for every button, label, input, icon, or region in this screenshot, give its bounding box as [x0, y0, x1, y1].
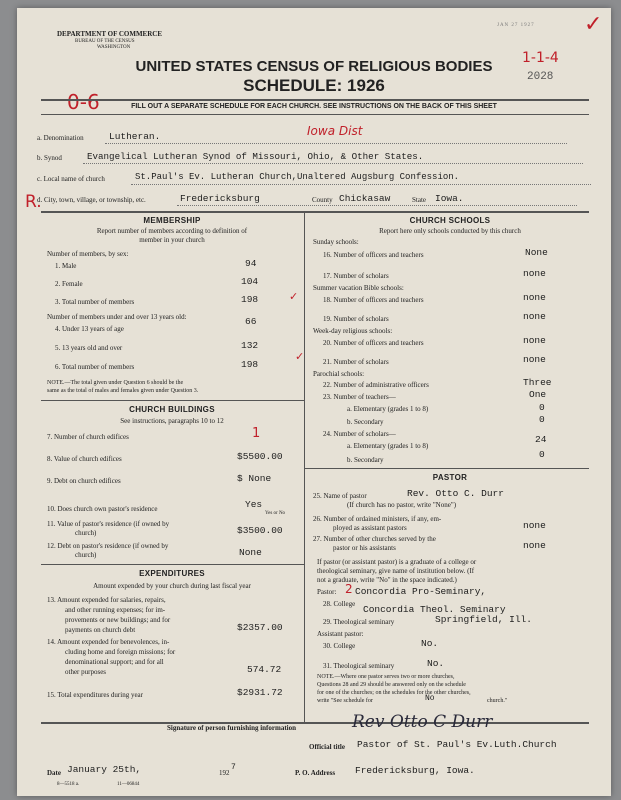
- official-title-label: Official title: [309, 743, 345, 751]
- v26: none: [523, 520, 546, 531]
- v20: none: [523, 335, 546, 346]
- county-label: County: [312, 196, 333, 204]
- date-value: January 25th,: [67, 764, 142, 775]
- synod-value: Evangelical Lutheran Synod of Missouri, Ohio, & Other States.: [87, 151, 424, 162]
- v1-male: 94: [245, 258, 257, 269]
- membership-title: MEMBERSHIP: [143, 216, 201, 225]
- v12-residence-debt: None: [239, 547, 262, 558]
- v27: none: [523, 540, 546, 551]
- v16: None: [525, 247, 548, 258]
- v18: none: [523, 292, 546, 303]
- department-label: DEPARTMENT OF COMMERCE: [57, 30, 163, 38]
- handwritten-annotation: 0-6: [67, 90, 100, 114]
- v7-edifices: 1: [252, 426, 261, 441]
- v23: One: [529, 389, 547, 400]
- state-label: State: [412, 196, 426, 204]
- bureau-label: BUREAU OF THE CENSUS: [75, 39, 135, 44]
- synod-label: b. Synod: [37, 154, 62, 162]
- check-mark-small: ✓: [295, 350, 305, 363]
- district-note: Iowa Dist: [307, 124, 363, 138]
- po-address-value: Fredericksburg, Iowa.: [355, 765, 475, 776]
- expenditures-title: EXPENDITURES: [139, 569, 205, 578]
- q4-under13: 4. Under 13 years of age: [55, 325, 124, 333]
- v25-pastor-name: Rev. Otto C. Durr: [407, 488, 504, 499]
- v19: none: [523, 311, 546, 322]
- q2-female: 2. Female: [55, 280, 83, 288]
- v29-seminary-name: Concordia Theol. Seminary: [363, 604, 506, 615]
- v9-debt: $ None: [237, 473, 272, 484]
- schedule-title: SCHEDULE: 1926: [243, 76, 385, 95]
- q1-male: 1. Male: [55, 262, 77, 270]
- v14-benevolences: 574.72: [247, 664, 282, 675]
- received-stamp: JAN 27 1927: [497, 23, 535, 28]
- v6-total: 198: [241, 359, 259, 370]
- v24a: 24: [535, 434, 547, 445]
- census-schedule-sheet: DEPARTMENT OF COMMERCE BUREAU OF THE CENSUS WASHINGTON UNITED STATES CENSUS OF RELIGIOUS BODIES SCHEDULE: 1926 JAN 27 1927 ✓ 1-1-4 2028 0-6 R. FILL OUT A SEPARATE SCHEDULE FOR EACH CHURCH. SEE INSTRUCTIONS ON THE BACK OF THIS SHEET a. Denomination Lutheran. Iowa Dist b. Synod Evangelical Lutheran Synod of Missouri, Ohio, & Other States. c. Local name of church St.Paul's Ev. Lutheran Church,Unaltered Augsburg Confession. d. City, town, village, or township, etc. Fredericksburg County Chickasaw State Iowa. MEMBERSHIP Report number of members according to definition of member in your church Number of members, by sex: 1. Male 94 2. Female 104 3. Total number of members 198 ✓ Number of members under and over 13 years old: 4. Under 13 years of age 66 5. 13 years old and over 132 6. Total number of members 198 ✓ NOTE.—The total given under Question 6 should be the same as the total of males and females given under Question 3. CHURCH BUILDINGS See instructions, paragraphs 10 to 12 7. Number of church edifices 1 8. Value of church edifices $5500.00 9. Debt on church edifices $ None 10. Does church own pastor's residence Yes Yes or No 11. Value of pastor's residence (if owned by church) $3500.00 12. Debt on pastor's residence (if owned by church) None EXPENDITURES Amount expended by your church during last fiscal year 13. Amount expended for salaries, repairs, and other running expenses; for im- provements or new buildings; and for payments on church debt $2357.00 14. Amount expended for benevolences, in- cluding home and foreign missions; for denominational support; and for all other purposes 574.72 15. Total expenditures during year $2931.72 CHURCH SCHOOLS Report here only schools conducted by this church Sunday schools: 16. Number of officers and teachers None 17. Number of scholars none Summer vacation Bible schools: 18. Number of officers and teachers none 19. Number of scholars none Week-day religious schools: 20. Number of officers and teachers none 21. Number of scholars none Parochial schools: 22. Number of administrative officers Three 23. Number of teachers— One a. Elementary (grades 1 to 8) 0 b. Secondary 0 24. Number of scholars— a. Elementary (grades 1 to 8) 24 b. Secondary 0 PASTOR 25. Name of pastor Rev. Otto C. Durr (If church has no pastor, write "None") 26. Number of ordained ministers, if any, em- ployed as assistant pastors none 27. Number of other churches served by the pastor or his assistants none If pastor (or assistant pastor) is a graduate of a college or theological seminary, give name of institution below. (If not a graduate, write "No" in the space indicated.) Pastor: 2 Concordia Pro-Seminary, 28. College Concordia Theol. Seminary 29. Theological seminary Springfield, Ill. Assistant pastor: 30. College No. 31. Theological seminary No. NOTE.—Where one pastor serves two or more churches, Questions 28 and 29 should be answered only on the schedule for one of the churches; on the schedules for the other churches, write "See schedule for No church." Signature of person furnishing information Rev Otto C Durr Official title Pastor of St. Paul's Ev.Luth.Church Date January 25th, 192 7 P. O. Address Fredericksburg, Iowa. 8—5518 a. 11—06844: [17, 8, 611, 796]
- v8-value-edifices: $5500.00: [237, 451, 283, 462]
- v5-over13: 132: [241, 340, 259, 351]
- q5-over13: 5. 13 years old and over: [55, 344, 123, 352]
- v29-seminary-city: Springfield, Ill.: [435, 614, 532, 625]
- v30: No.: [421, 638, 439, 649]
- date-label: Date: [47, 769, 61, 777]
- v17: none: [523, 268, 546, 279]
- v2-female: 104: [241, 276, 259, 287]
- pastor-signature: Rev Otto C Durr: [352, 712, 493, 732]
- v21: none: [523, 354, 546, 365]
- check-mark: ✓: [584, 12, 603, 37]
- po-address-label: P. O. Address: [295, 769, 336, 777]
- form-title: UNITED STATES CENSUS OF RELIGIOUS BODIES: [135, 58, 493, 75]
- church-name-label: c. Local name of church: [37, 175, 105, 183]
- schools-title: CHURCH SCHOOLS: [409, 216, 491, 225]
- form-number: 2028: [527, 71, 554, 83]
- buildings-title: CHURCH BUILDINGS: [129, 405, 215, 414]
- v31: No.: [427, 658, 445, 669]
- denomination-label: a. Denomination: [37, 134, 84, 142]
- q3-total: 3. Total number of members: [55, 298, 135, 306]
- v23a: 0: [539, 402, 545, 413]
- v13-running-expenses: $2357.00: [237, 622, 283, 633]
- city-label-field: d. City, town, village, or township, etc.: [37, 196, 146, 204]
- v24b: 0: [539, 449, 545, 460]
- signature-label: Signature of person furnishing information: [167, 724, 296, 732]
- v28-college: Concordia Pro-Seminary,: [355, 586, 487, 597]
- pastor-title: PASTOR: [432, 473, 468, 482]
- v10-residence: Yes: [245, 499, 263, 510]
- city-label: WASHINGTON: [97, 45, 131, 50]
- handwritten-code: 1-1-4: [522, 50, 559, 66]
- instruction-line: FILL OUT A SEPARATE SCHEDULE FOR EACH CHURCH. SEE INSTRUCTIONS ON THE BACK OF THIS SHEET: [131, 103, 497, 110]
- v11-residence-value: $3500.00: [237, 525, 283, 536]
- handwritten-r: R.: [25, 192, 42, 212]
- v4-under13: 66: [245, 316, 257, 327]
- v3-total: 198: [241, 294, 259, 305]
- v15-total-expenditures: $2931.72: [237, 687, 283, 698]
- state-value: Iowa.: [435, 193, 464, 204]
- city-value: Fredericksburg: [180, 193, 260, 204]
- v22: Three: [523, 377, 552, 388]
- v23b: 0: [539, 414, 545, 425]
- church-name-value: St.Paul's Ev. Lutheran Church,Unaltered Augsburg Confession.: [135, 172, 460, 182]
- official-title-value: Pastor of St. Paul's Ev.Luth.Church: [357, 739, 557, 750]
- county-value: Chickasaw: [339, 193, 391, 204]
- check-mark-small: ✓: [289, 290, 299, 303]
- q6-total: 6. Total number of members: [55, 363, 135, 371]
- denomination-value: Lutheran.: [109, 131, 161, 142]
- year-value: 7: [231, 763, 236, 772]
